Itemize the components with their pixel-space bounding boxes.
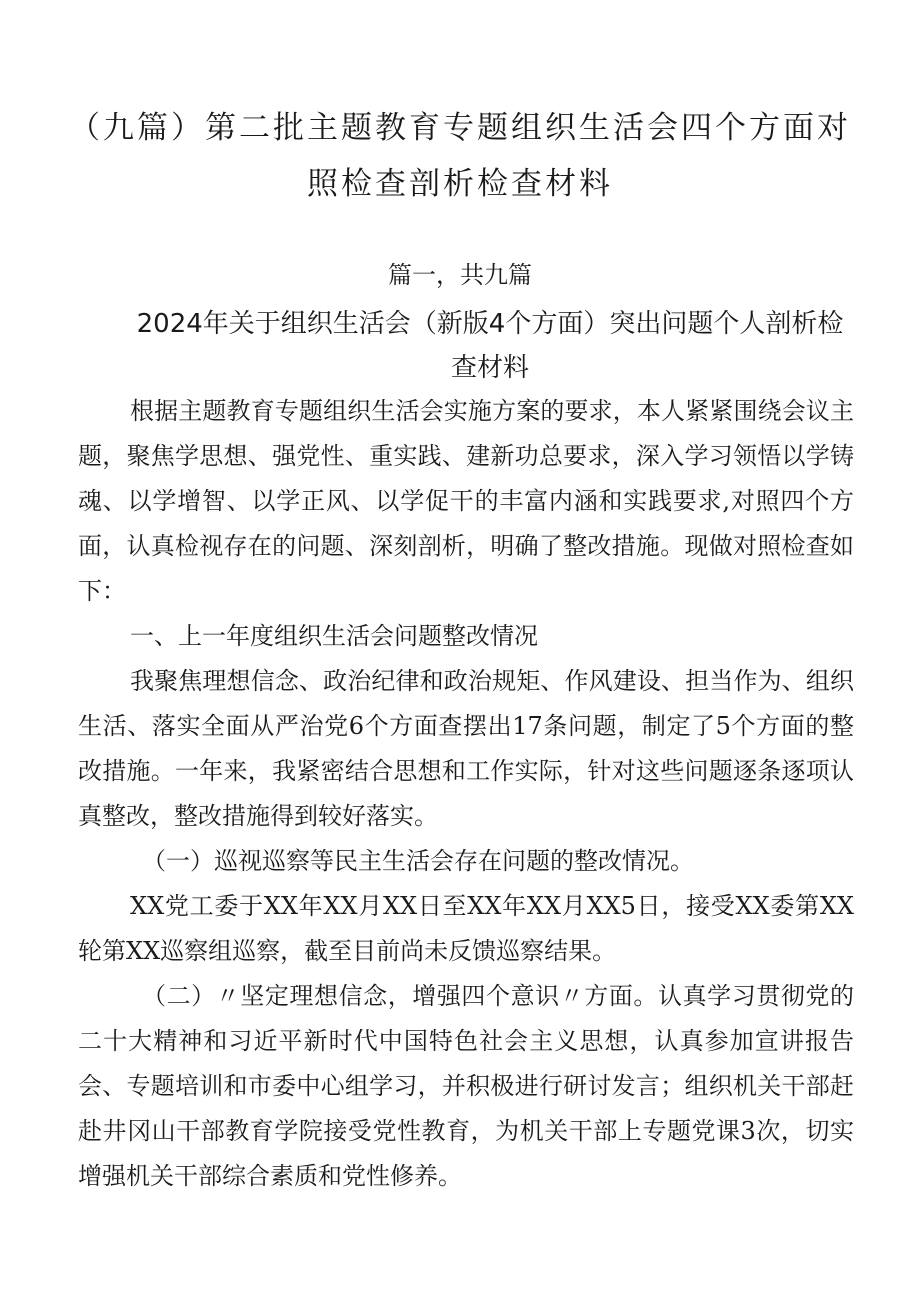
section-subtitle: 2024年关于组织生活会（新版4个方面）突出问题个人剖析检查材料 [136, 309, 844, 383]
paragraph-inspection: XX党工委于XX年XX月XX日至XX年XX月XX5日，接受XX委第XX轮第XX巡察组巡察，截至目前尚未反馈巡察结果。 [78, 892, 854, 965]
document-body [78, 389, 854, 1199]
document-title: （九篇）第二批主题教育专题组织生活会四个方面对照检查剖析检查材料 [69, 110, 851, 202]
paragraph-summary: 我聚焦理想信念、政治纪律和政治规矩、作风建设、担当作为、组织生活、落实全面从严治党6个方面查摆出17条问题，制定了5个方面的整改措施。一年来，我紧密结合思想和工作实际，针对这些问题逐条逐项认真整改，整改措施得到较好落实。 [78, 667, 854, 830]
section-heading: 一、上一年度组织生活会问题整改情况 [130, 622, 538, 650]
paragraph-intro: 根据主题教育专题组织生活会实施方案的要求，本人紧紧围绕会议主题，聚焦学思想、强党性、重实践、建新功总要求，深入学习领悟以学铸魂、以学增智、以学正风、以学促干的丰富内涵和实践要求,对照四个方面，认真检视存在的问题、深刻剖析，明确了整改措施。现做对照检查如下： [78, 397, 854, 605]
part-label: 篇一，共九篇 [388, 261, 532, 289]
paragraph-ideals: （二）〃坚定理想信念，增强四个意识〃方面。认真学习贯彻党的二十大精神和习近平新时代中国特色社会主义思想，认真参加宣讲报告会、专题培训和市委中心组学习，并积极进行研讨发言；组织机关干部赶赴井冈山干部教育学院接受党性教育，为机关干部上专题党课3次，切实增强机关干部综合素质和党性修养。 [78, 982, 854, 1190]
subsection-heading-1: （一）巡视巡察等民主生活会存在问题的整改情况。 [142, 847, 694, 875]
